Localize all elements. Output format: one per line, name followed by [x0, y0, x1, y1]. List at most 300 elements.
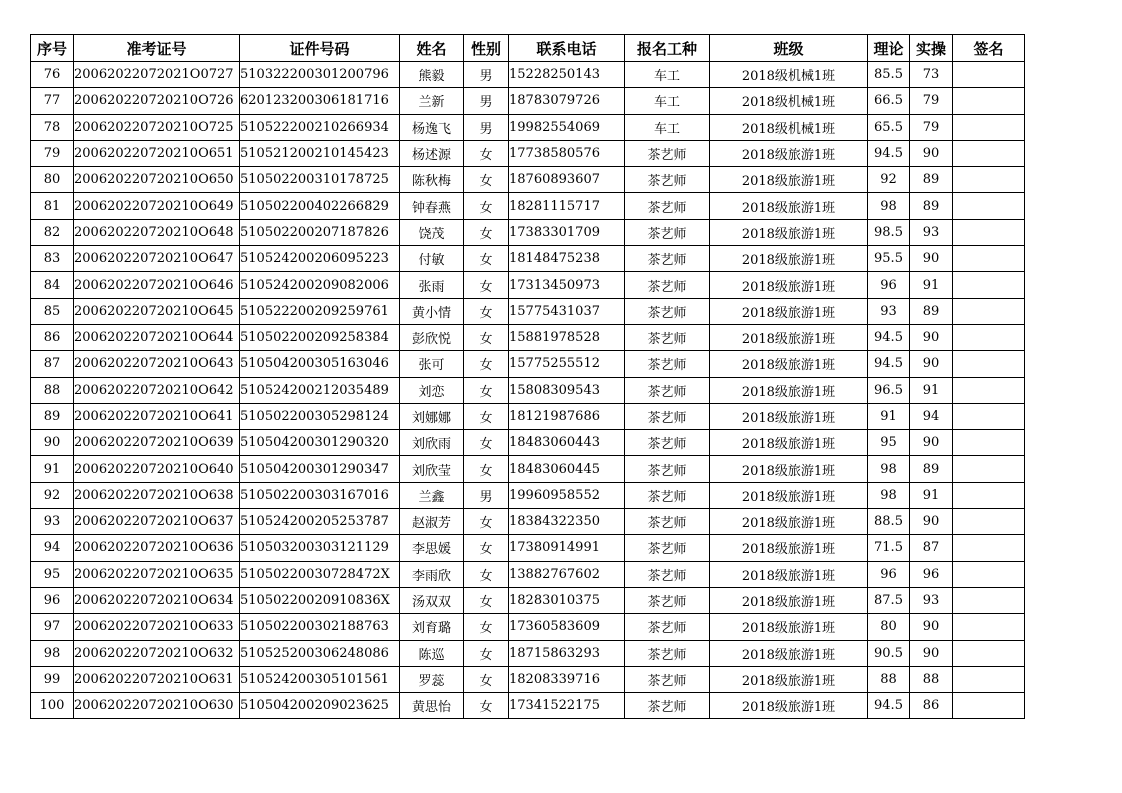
table-row	[31, 640, 1025, 666]
cell-class: 2018级旅游1班	[710, 693, 868, 719]
cell-phone: 19960958552	[509, 482, 625, 508]
cell-id-number: 510502200402266829	[240, 193, 400, 219]
cell-exam-ticket-number: 200620220720210O647	[74, 246, 240, 272]
cell-practical-score: 89	[910, 193, 953, 219]
cell-theory-score: 96	[868, 272, 910, 298]
cell-class: 2018级旅游1班	[710, 587, 868, 613]
cell-trade: 茶艺师	[625, 614, 710, 640]
cell-signature	[953, 193, 1025, 219]
cell-serial-number: 76	[31, 62, 74, 88]
cell-phone: 17738580576	[509, 140, 625, 166]
cell-phone: 18148475238	[509, 246, 625, 272]
cell-gender: 女	[464, 430, 509, 456]
cell-theory-score: 98.5	[868, 219, 910, 245]
cell-gender: 女	[464, 193, 509, 219]
cell-name: 熊毅	[400, 62, 464, 88]
cell-id-number: 510504200301290347	[240, 456, 400, 482]
cell-signature	[953, 614, 1025, 640]
cell-serial-number: 97	[31, 614, 74, 640]
cell-serial-number: 92	[31, 482, 74, 508]
cell-id-number: 510524200212035489	[240, 377, 400, 403]
cell-serial-number: 88	[31, 377, 74, 403]
cell-id-number: 51050220030728472X	[240, 561, 400, 587]
cell-practical-score: 90	[910, 246, 953, 272]
cell-signature	[953, 219, 1025, 245]
cell-practical-score: 90	[910, 614, 953, 640]
cell-exam-ticket-number: 200620220720210O651	[74, 140, 240, 166]
cell-trade: 茶艺师	[625, 219, 710, 245]
cell-name: 钟春燕	[400, 193, 464, 219]
cell-serial-number: 81	[31, 193, 74, 219]
cell-trade: 茶艺师	[625, 561, 710, 587]
cell-class: 2018级旅游1班	[710, 140, 868, 166]
cell-theory-score: 96.5	[868, 377, 910, 403]
cell-class: 2018级机械1班	[710, 88, 868, 114]
header-exam-ticket-number: 准考证号	[74, 35, 240, 62]
cell-practical-score: 94	[910, 403, 953, 429]
cell-class: 2018级旅游1班	[710, 666, 868, 692]
cell-signature	[953, 88, 1025, 114]
cell-name: 陈秋梅	[400, 167, 464, 193]
cell-name: 兰新	[400, 88, 464, 114]
cell-trade: 车工	[625, 62, 710, 88]
cell-phone: 17383301709	[509, 219, 625, 245]
cell-name: 饶茂	[400, 219, 464, 245]
cell-class: 2018级旅游1班	[710, 482, 868, 508]
cell-name: 李思媛	[400, 535, 464, 561]
cell-name: 黄小情	[400, 298, 464, 324]
cell-name: 李雨欣	[400, 561, 464, 587]
cell-theory-score: 95	[868, 430, 910, 456]
cell-practical-score: 89	[910, 456, 953, 482]
cell-trade: 茶艺师	[625, 430, 710, 456]
cell-practical-score: 89	[910, 167, 953, 193]
cell-phone: 15775431037	[509, 298, 625, 324]
table-row	[31, 351, 1025, 377]
cell-class: 2018级旅游1班	[710, 640, 868, 666]
cell-trade: 茶艺师	[625, 140, 710, 166]
cell-class: 2018级旅游1班	[710, 614, 868, 640]
cell-gender: 女	[464, 403, 509, 429]
cell-name: 付敏	[400, 246, 464, 272]
cell-theory-score: 85.5	[868, 62, 910, 88]
table-row	[31, 456, 1025, 482]
table-row	[31, 403, 1025, 429]
cell-phone: 17380914991	[509, 535, 625, 561]
cell-practical-score: 91	[910, 482, 953, 508]
cell-signature	[953, 640, 1025, 666]
cell-trade: 茶艺师	[625, 482, 710, 508]
cell-gender: 男	[464, 62, 509, 88]
cell-exam-ticket-number: 200620220720210O643	[74, 351, 240, 377]
cell-practical-score: 93	[910, 219, 953, 245]
table-row	[31, 114, 1025, 140]
cell-theory-score: 80	[868, 614, 910, 640]
cell-exam-ticket-number: 200620220720210O630	[74, 693, 240, 719]
cell-theory-score: 91	[868, 403, 910, 429]
cell-serial-number: 91	[31, 456, 74, 482]
cell-signature	[953, 272, 1025, 298]
cell-serial-number: 100	[31, 693, 74, 719]
cell-signature	[953, 561, 1025, 587]
cell-id-number: 510502200305298124	[240, 403, 400, 429]
cell-class: 2018级旅游1班	[710, 272, 868, 298]
cell-phone: 18483060445	[509, 456, 625, 482]
cell-trade: 茶艺师	[625, 167, 710, 193]
cell-serial-number: 96	[31, 587, 74, 613]
cell-practical-score: 90	[910, 351, 953, 377]
cell-signature	[953, 377, 1025, 403]
cell-practical-score: 91	[910, 272, 953, 298]
cell-gender: 女	[464, 535, 509, 561]
cell-signature	[953, 666, 1025, 692]
cell-class: 2018级旅游1班	[710, 509, 868, 535]
cell-gender: 女	[464, 298, 509, 324]
cell-trade: 茶艺师	[625, 272, 710, 298]
cell-phone: 17341522175	[509, 693, 625, 719]
cell-phone: 15881978528	[509, 324, 625, 350]
cell-id-number: 510504200305163046	[240, 351, 400, 377]
cell-serial-number: 82	[31, 219, 74, 245]
cell-signature	[953, 430, 1025, 456]
cell-gender: 女	[464, 167, 509, 193]
cell-practical-score: 86	[910, 693, 953, 719]
header-signature: 签名	[953, 35, 1025, 62]
cell-phone: 15228250143	[509, 62, 625, 88]
table-row	[31, 298, 1025, 324]
cell-id-number: 510522200210266934	[240, 114, 400, 140]
cell-serial-number: 94	[31, 535, 74, 561]
cell-signature	[953, 403, 1025, 429]
table-row	[31, 587, 1025, 613]
cell-signature	[953, 482, 1025, 508]
cell-id-number: 510502200207187826	[240, 219, 400, 245]
cell-trade: 茶艺师	[625, 640, 710, 666]
header-theory-score: 理论	[868, 35, 910, 62]
cell-exam-ticket-number: 200620220720210O641	[74, 403, 240, 429]
cell-exam-ticket-number: 200620220720210O638	[74, 482, 240, 508]
cell-name: 杨述源	[400, 140, 464, 166]
table-row	[31, 193, 1025, 219]
header-practical-score: 实操	[910, 35, 953, 62]
cell-id-number: 510504200209023625	[240, 693, 400, 719]
cell-name: 赵淑芳	[400, 509, 464, 535]
cell-phone: 18208339716	[509, 666, 625, 692]
cell-class: 2018级旅游1班	[710, 219, 868, 245]
cell-theory-score: 65.5	[868, 114, 910, 140]
cell-practical-score: 90	[910, 509, 953, 535]
cell-gender: 男	[464, 482, 509, 508]
cell-practical-score: 96	[910, 561, 953, 587]
cell-theory-score: 98	[868, 456, 910, 482]
cell-name: 刘欣雨	[400, 430, 464, 456]
cell-trade: 茶艺师	[625, 456, 710, 482]
cell-serial-number: 95	[31, 561, 74, 587]
cell-serial-number: 86	[31, 324, 74, 350]
cell-practical-score: 87	[910, 535, 953, 561]
cell-theory-score: 92	[868, 167, 910, 193]
header-name: 姓名	[400, 35, 464, 62]
cell-serial-number: 90	[31, 430, 74, 456]
table-row	[31, 272, 1025, 298]
table-row	[31, 614, 1025, 640]
table-row	[31, 482, 1025, 508]
cell-theory-score: 87.5	[868, 587, 910, 613]
cell-id-number: 510524200205253787	[240, 509, 400, 535]
cell-name: 刘欣莹	[400, 456, 464, 482]
cell-exam-ticket-number: 200620220720210O644	[74, 324, 240, 350]
cell-theory-score: 88.5	[868, 509, 910, 535]
cell-name: 张雨	[400, 272, 464, 298]
exam-roster-table	[30, 34, 1025, 719]
table-row	[31, 430, 1025, 456]
cell-trade: 茶艺师	[625, 377, 710, 403]
cell-signature	[953, 114, 1025, 140]
cell-exam-ticket-number: 200620220720210O631	[74, 666, 240, 692]
cell-class: 2018级旅游1班	[710, 456, 868, 482]
table-row	[31, 219, 1025, 245]
cell-class: 2018级机械1班	[710, 62, 868, 88]
cell-theory-score: 94.5	[868, 351, 910, 377]
cell-exam-ticket-number: 200620220720210O636	[74, 535, 240, 561]
cell-trade: 茶艺师	[625, 587, 710, 613]
cell-class: 2018级旅游1班	[710, 193, 868, 219]
cell-theory-score: 90.5	[868, 640, 910, 666]
cell-theory-score: 95.5	[868, 246, 910, 272]
cell-phone: 15775255512	[509, 351, 625, 377]
cell-phone: 18121987686	[509, 403, 625, 429]
cell-trade: 茶艺师	[625, 324, 710, 350]
cell-id-number: 510524200209082006	[240, 272, 400, 298]
cell-practical-score: 90	[910, 430, 953, 456]
table-row	[31, 666, 1025, 692]
cell-practical-score: 90	[910, 140, 953, 166]
cell-trade: 茶艺师	[625, 509, 710, 535]
cell-trade: 茶艺师	[625, 403, 710, 429]
cell-exam-ticket-number: 200620220720210O635	[74, 561, 240, 587]
cell-id-number: 620123200306181716	[240, 88, 400, 114]
cell-signature	[953, 535, 1025, 561]
cell-phone: 17313450973	[509, 272, 625, 298]
cell-gender: 女	[464, 640, 509, 666]
cell-serial-number: 83	[31, 246, 74, 272]
cell-signature	[953, 167, 1025, 193]
cell-practical-score: 91	[910, 377, 953, 403]
cell-signature	[953, 324, 1025, 350]
header-phone: 联系电话	[509, 35, 625, 62]
cell-signature	[953, 62, 1025, 88]
cell-practical-score: 93	[910, 587, 953, 613]
cell-serial-number: 98	[31, 640, 74, 666]
cell-phone: 18281115717	[509, 193, 625, 219]
cell-trade: 车工	[625, 114, 710, 140]
cell-theory-score: 94.5	[868, 324, 910, 350]
cell-id-number: 510503200303121129	[240, 535, 400, 561]
table-row	[31, 246, 1025, 272]
cell-signature	[953, 587, 1025, 613]
cell-exam-ticket-number: 200620220720210O725	[74, 114, 240, 140]
cell-name: 刘恋	[400, 377, 464, 403]
cell-class: 2018级旅游1班	[710, 298, 868, 324]
cell-exam-ticket-number: 200620220720210O632	[74, 640, 240, 666]
cell-class: 2018级机械1班	[710, 114, 868, 140]
table-row	[31, 561, 1025, 587]
cell-signature	[953, 456, 1025, 482]
cell-serial-number: 80	[31, 167, 74, 193]
cell-name: 杨逸飞	[400, 114, 464, 140]
cell-practical-score: 79	[910, 114, 953, 140]
header-class: 班级	[710, 35, 868, 62]
cell-phone: 17360583609	[509, 614, 625, 640]
table-row	[31, 140, 1025, 166]
cell-theory-score: 66.5	[868, 88, 910, 114]
cell-class: 2018级旅游1班	[710, 377, 868, 403]
cell-gender: 女	[464, 272, 509, 298]
cell-theory-score: 71.5	[868, 535, 910, 561]
cell-practical-score: 90	[910, 640, 953, 666]
cell-trade: 茶艺师	[625, 535, 710, 561]
cell-exam-ticket-number: 200620220720210O646	[74, 272, 240, 298]
cell-name: 刘育璐	[400, 614, 464, 640]
table-body	[31, 62, 1025, 719]
cell-gender: 女	[464, 219, 509, 245]
cell-phone: 13882767602	[509, 561, 625, 587]
header-row	[31, 35, 1025, 62]
cell-serial-number: 78	[31, 114, 74, 140]
cell-serial-number: 77	[31, 88, 74, 114]
table-row	[31, 324, 1025, 350]
cell-exam-ticket-number: 200620220720210O639	[74, 430, 240, 456]
cell-trade: 茶艺师	[625, 298, 710, 324]
cell-id-number: 510504200301290320	[240, 430, 400, 456]
cell-exam-ticket-number: 200620220720210O642	[74, 377, 240, 403]
cell-theory-score: 98	[868, 193, 910, 219]
cell-signature	[953, 246, 1025, 272]
table-row	[31, 693, 1025, 719]
cell-exam-ticket-number: 200620220720210O650	[74, 167, 240, 193]
cell-trade: 茶艺师	[625, 666, 710, 692]
header-id-number: 证件号码	[240, 35, 400, 62]
cell-phone: 19982554069	[509, 114, 625, 140]
cell-phone: 18384322350	[509, 509, 625, 535]
cell-exam-ticket-number: 200620220720210O634	[74, 587, 240, 613]
cell-name: 陈巡	[400, 640, 464, 666]
cell-theory-score: 93	[868, 298, 910, 324]
cell-gender: 女	[464, 456, 509, 482]
cell-name: 彭欣悦	[400, 324, 464, 350]
cell-practical-score: 89	[910, 298, 953, 324]
cell-serial-number: 89	[31, 403, 74, 429]
cell-phone: 18760893607	[509, 167, 625, 193]
table-header	[31, 35, 1025, 62]
cell-id-number: 510502200209258384	[240, 324, 400, 350]
cell-gender: 女	[464, 351, 509, 377]
cell-gender: 女	[464, 509, 509, 535]
cell-trade: 茶艺师	[625, 193, 710, 219]
cell-serial-number: 85	[31, 298, 74, 324]
cell-serial-number: 79	[31, 140, 74, 166]
cell-gender: 女	[464, 561, 509, 587]
cell-signature	[953, 693, 1025, 719]
cell-exam-ticket-number: 200620220720210O637	[74, 509, 240, 535]
cell-gender: 女	[464, 614, 509, 640]
cell-gender: 女	[464, 377, 509, 403]
header-gender: 性别	[464, 35, 509, 62]
cell-exam-ticket-number: 200620220720210O645	[74, 298, 240, 324]
cell-practical-score: 79	[910, 88, 953, 114]
header-trade: 报名工种	[625, 35, 710, 62]
cell-id-number: 510524200206095223	[240, 246, 400, 272]
cell-signature	[953, 509, 1025, 535]
cell-exam-ticket-number: 200620220720210O648	[74, 219, 240, 245]
cell-theory-score: 96	[868, 561, 910, 587]
cell-id-number: 510502200310178725	[240, 167, 400, 193]
cell-practical-score: 88	[910, 666, 953, 692]
cell-name: 汤双双	[400, 587, 464, 613]
cell-name: 黄思怡	[400, 693, 464, 719]
cell-signature	[953, 351, 1025, 377]
cell-phone: 18783079726	[509, 88, 625, 114]
cell-name: 刘娜娜	[400, 403, 464, 429]
cell-name: 兰鑫	[400, 482, 464, 508]
cell-trade: 茶艺师	[625, 693, 710, 719]
cell-theory-score: 94.5	[868, 140, 910, 166]
cell-theory-score: 94.5	[868, 693, 910, 719]
cell-exam-ticket-number: 200620220720210O633	[74, 614, 240, 640]
cell-theory-score: 88	[868, 666, 910, 692]
cell-class: 2018级旅游1班	[710, 246, 868, 272]
cell-gender: 女	[464, 324, 509, 350]
header-serial-number: 序号	[31, 35, 74, 62]
cell-class: 2018级旅游1班	[710, 535, 868, 561]
cell-name: 张可	[400, 351, 464, 377]
cell-phone: 15808309543	[509, 377, 625, 403]
cell-exam-ticket-number: 200620220720210O726	[74, 88, 240, 114]
cell-id-number: 51050220020910836X	[240, 587, 400, 613]
cell-practical-score: 73	[910, 62, 953, 88]
cell-id-number: 510524200305101561	[240, 666, 400, 692]
cell-gender: 女	[464, 587, 509, 613]
cell-gender: 女	[464, 666, 509, 692]
cell-exam-ticket-number: 200620220720210O649	[74, 193, 240, 219]
cell-phone: 18283010375	[509, 587, 625, 613]
table-row	[31, 377, 1025, 403]
table-row	[31, 62, 1025, 88]
cell-class: 2018级旅游1班	[710, 403, 868, 429]
table-row	[31, 535, 1025, 561]
table-row	[31, 167, 1025, 193]
cell-exam-ticket-number: 200620220720210O640	[74, 456, 240, 482]
cell-phone: 18715863293	[509, 640, 625, 666]
cell-class: 2018级旅游1班	[710, 324, 868, 350]
cell-phone: 18483060443	[509, 430, 625, 456]
cell-trade: 车工	[625, 88, 710, 114]
cell-exam-ticket-number: 20062022072021O0727	[74, 62, 240, 88]
cell-id-number: 510502200302188763	[240, 614, 400, 640]
cell-name: 罗蕊	[400, 666, 464, 692]
cell-class: 2018级旅游1班	[710, 561, 868, 587]
cell-signature	[953, 140, 1025, 166]
cell-trade: 茶艺师	[625, 351, 710, 377]
cell-serial-number: 87	[31, 351, 74, 377]
cell-id-number: 510521200210145423	[240, 140, 400, 166]
cell-class: 2018级旅游1班	[710, 167, 868, 193]
cell-practical-score: 90	[910, 324, 953, 350]
cell-trade: 茶艺师	[625, 246, 710, 272]
cell-serial-number: 93	[31, 509, 74, 535]
cell-serial-number: 84	[31, 272, 74, 298]
table-row	[31, 509, 1025, 535]
